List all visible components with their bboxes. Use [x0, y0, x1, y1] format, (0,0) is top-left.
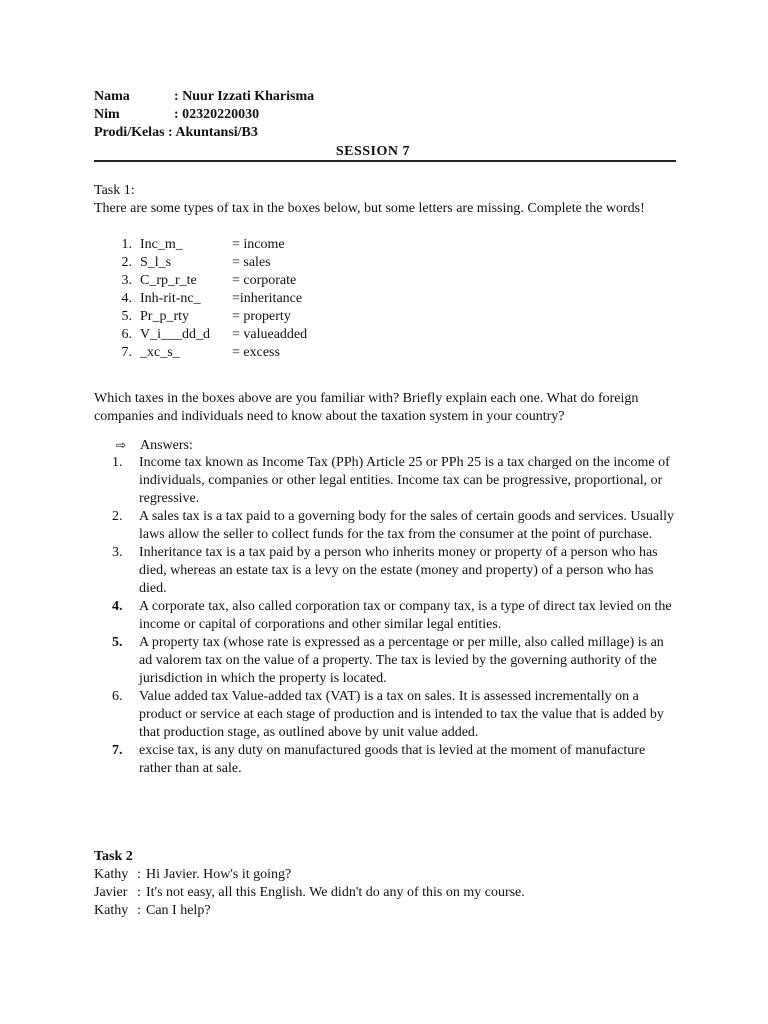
word-number: 7.: [121, 345, 132, 360]
word-item: [112, 272, 412, 290]
word-number: 4.: [121, 291, 132, 306]
answer-item: [94, 688, 676, 742]
word-answer: = property: [232, 309, 291, 324]
answer-text: A corporate tax, also called corporation tax or company tax, is a type of direct tax levied on the income or capital of corporations and other similar legal entities.: [139, 599, 672, 632]
word-puzzle: C_rp_r_te: [140, 273, 197, 288]
dialogue-colon: :: [137, 885, 141, 900]
answer-item: [94, 544, 676, 598]
word-item: [112, 290, 412, 308]
answer-list: [94, 454, 676, 778]
header-divider: [94, 160, 676, 162]
word-puzzle: Pr_p_rty: [140, 309, 189, 324]
word-item: [112, 344, 412, 362]
word-number: 6.: [121, 327, 132, 342]
name-value: : Nuur Izzati Kharisma: [174, 89, 315, 104]
word-puzzle: Inh-rit-nc_: [140, 291, 201, 306]
answer-text: A property tax (whose rate is expressed as a percentage or per mille, also called millage) is an ad valorem tax on the value of a property. The tax is levied by the governing authority of the jurisdiction in which the property is located.: [139, 635, 664, 686]
task2-title: Task 2: [94, 849, 133, 864]
word-puzzle: _xc_s_: [140, 345, 180, 360]
dialogue-text: It's not easy, all this English. We didn't do any of this on my course.: [146, 885, 525, 900]
answer-text: Value added tax Value-added tax (VAT) is a tax on sales. It is assessed incrementally on a product or service at each stage of production and is intended to tax the value that is added by that production stage, as outlined above by unit value added.: [139, 689, 664, 740]
word-answer: =inheritance: [232, 291, 303, 306]
word-answer: = valueadded: [232, 327, 308, 342]
word-puzzle: Inc_m_: [140, 237, 183, 252]
answer-number: 3.: [112, 545, 123, 560]
nim-label: Nim: [94, 107, 120, 122]
dialogue-text: Can I help?: [146, 903, 211, 918]
answer-number: 7.: [112, 743, 123, 758]
answer-number: 6.: [112, 689, 123, 704]
answer-item: [94, 634, 676, 688]
word-answer: = excess: [232, 345, 280, 360]
answer-text: Income tax known as Income Tax (PPh) Article 25 or PPh 25 is a tax charged on the income of individuals, companies or other legal entities. Income tax can be progressive, proportional, or regressive.: [139, 455, 670, 506]
session-title: SESSION 7: [335, 144, 410, 159]
answer-item: [94, 742, 676, 778]
nim-value: : 02320220030: [174, 107, 260, 122]
word-item: [112, 326, 412, 344]
answer-item: [94, 598, 676, 634]
word-number: 2.: [121, 255, 132, 270]
word-number: 3.: [121, 273, 132, 288]
word-puzzle: V_i___dd_d: [140, 327, 210, 342]
name-label: Nama: [94, 89, 130, 104]
arrow-right-icon: ⇨: [116, 438, 127, 452]
word-item: [112, 236, 412, 254]
task1-instruction: There are some types of tax in the boxes below, but some letters are missing. Complete the words!: [94, 201, 645, 216]
prodi-value: Prodi/Kelas : Akuntansi/B3: [94, 125, 258, 140]
word-answer: = sales: [232, 255, 271, 270]
answer-text: excise tax, is any duty on manufactured goods that is levied at the moment of manufacture rather than at sale.: [139, 743, 646, 776]
answers-label: Answers:: [140, 438, 193, 453]
answer-text: Inheritance tax is a tax paid by a person who inherits money or property of a person who has died, whereas an estate tax is a levy on the estate (money and property) of a person who has died.: [139, 545, 658, 596]
word-item: [112, 308, 412, 326]
dialogue-text: Hi Javier. How's it going?: [146, 867, 292, 882]
word-puzzle: S_l_s: [140, 255, 172, 270]
word-answer: = corporate: [232, 273, 297, 288]
dialogue-speaker: Kathy: [94, 903, 129, 918]
task1-question: Which taxes in the boxes above are you familiar with? Briefly explain each one. What do foreign companies and individuals need to know about the taxation system in your country?: [94, 391, 639, 424]
word-list: [112, 236, 412, 362]
answer-item: [94, 508, 676, 544]
task1-title: Task 1:: [94, 183, 135, 198]
answer-number: 4.: [112, 599, 123, 614]
answer-number: 2.: [112, 509, 123, 524]
answer-number: 1.: [112, 455, 123, 470]
dialogue-speaker: Kathy: [94, 867, 129, 882]
word-number: 1.: [121, 237, 132, 252]
answer-text: A sales tax is a tax paid to a governing body for the sales of certain goods and services. Usually laws allow the seller to collect funds for the tax from the consumer at the point of purchase.: [139, 509, 674, 542]
answers-heading: [116, 436, 193, 455]
word-answer: = income: [232, 237, 285, 252]
dialogue-colon: :: [137, 867, 141, 882]
dialogue-colon: :: [137, 903, 141, 918]
answer-item: [94, 454, 676, 508]
word-number: 5.: [121, 309, 132, 324]
dialogue-speaker: Javier: [94, 885, 128, 900]
answer-number: 5.: [112, 635, 123, 650]
word-item: [112, 254, 412, 272]
